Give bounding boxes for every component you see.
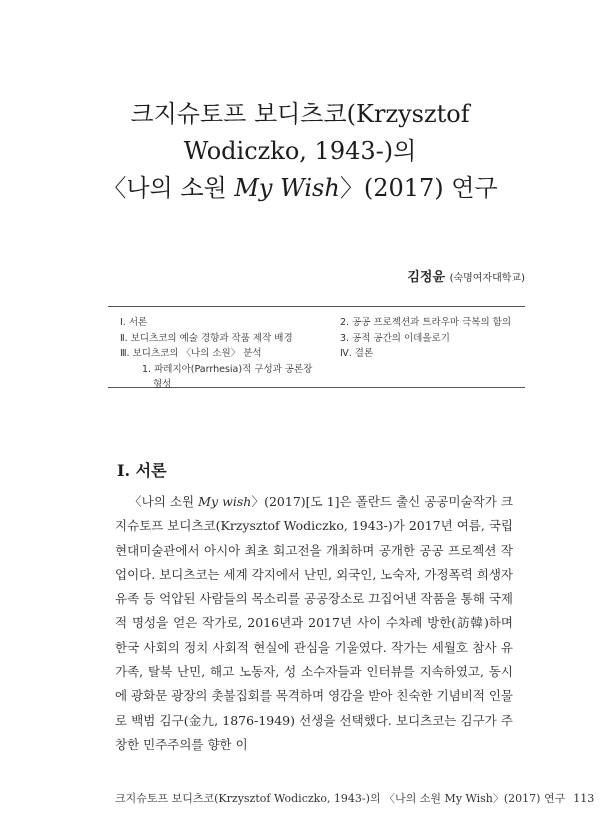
section-heading: Ⅰ. 서론 bbox=[117, 461, 167, 480]
page-number: 113 bbox=[573, 792, 595, 805]
title-line-2: Wodiczko, 1943-)의 bbox=[183, 137, 417, 165]
body-text bbox=[115, 490, 513, 757]
paragraph-prefix: 〈나의 소원 bbox=[129, 494, 199, 509]
toc-item: Ⅲ. 보디츠코의 〈나의 소원〉 분석 bbox=[120, 348, 262, 359]
toc-subitem-continued: 형성 bbox=[153, 379, 172, 390]
paragraph-italic-work-name: My wish bbox=[198, 494, 252, 509]
toc-item: Ⅱ. 보디츠코의 예술 경향과 작품 제작 배경 bbox=[120, 332, 293, 344]
toc-subitem: 2. 공공 프로젝션과 트라우마 극복의 함의 bbox=[340, 317, 511, 328]
page-footer bbox=[115, 790, 595, 806]
title-line-1: 크지슈토프 보디츠코(Krzysztof bbox=[130, 100, 470, 128]
toc-subitem: 3. 공적 공간의 이데올로기 bbox=[340, 332, 450, 344]
toc-item: Ⅰ. 서론 bbox=[120, 317, 148, 328]
toc-subitem: 1. 파레지아(Parrhesia)적 구성과 공론장 bbox=[142, 363, 313, 375]
toc-left-column bbox=[120, 315, 320, 393]
article-title bbox=[60, 96, 540, 207]
author-affiliation: (숙명여자대학교) bbox=[449, 273, 525, 284]
author-name: 김정윤 bbox=[407, 270, 446, 285]
toc-item: Ⅳ. 결론 bbox=[340, 348, 374, 359]
paragraph bbox=[115, 490, 513, 757]
title-line-3-suffix: 〉(2017) 연구 bbox=[339, 174, 498, 202]
title-line-3 bbox=[60, 170, 540, 207]
title-italic-work-name: My Wish bbox=[234, 174, 340, 202]
running-title: 크지슈토프 보디츠코(Krzysztof Wodiczko, 1943-)의 〈나의 소원 My Wish〉(2017) 연구 bbox=[115, 792, 566, 805]
author-byline bbox=[407, 266, 525, 285]
title-line-3-prefix: 〈나의 소원 bbox=[102, 174, 235, 202]
paragraph-body: 〉(2017)[도 1]은 폴란드 출신 공공미술작가 크지슈토프 보디츠코(Krzysztof Wodiczko, 1943-)가 2017년 여름, 국립현대미술관에서 아시아 최초 회고전을 개최하며 공개한 공공 프로젝션 작업이다. 보디츠코는 세계 각지에서 난민, 외국인, 노숙자, 가정폭력 희생자 유족 등 억압된 사람들의 목소리를 공공장소로 끄집어낸 작품을 통해 국제적 명성을 얻은 작가로, 2016년과 2017년 사이 수차례 방한(訪韓)하며 한국 사회의 정치 사회적 현실에 관심을 기울였다. 작가는 세월호 참사 유가족, 탈북 난민, 해고 노동자, 성 소수자들과 인터뷰를 지속하였고, 동시에 광화문 광장의 촛불집회를 목격하며 영감을 받아 친숙한 기념비적 인물로 백범 김구(金九, 1876-1949) 선생을 선택했다. 보디츠코는 김구가 주창한 민주주의를 향한 이 bbox=[115, 494, 514, 752]
toc-right-column bbox=[340, 315, 530, 362]
table-of-contents bbox=[108, 306, 525, 388]
